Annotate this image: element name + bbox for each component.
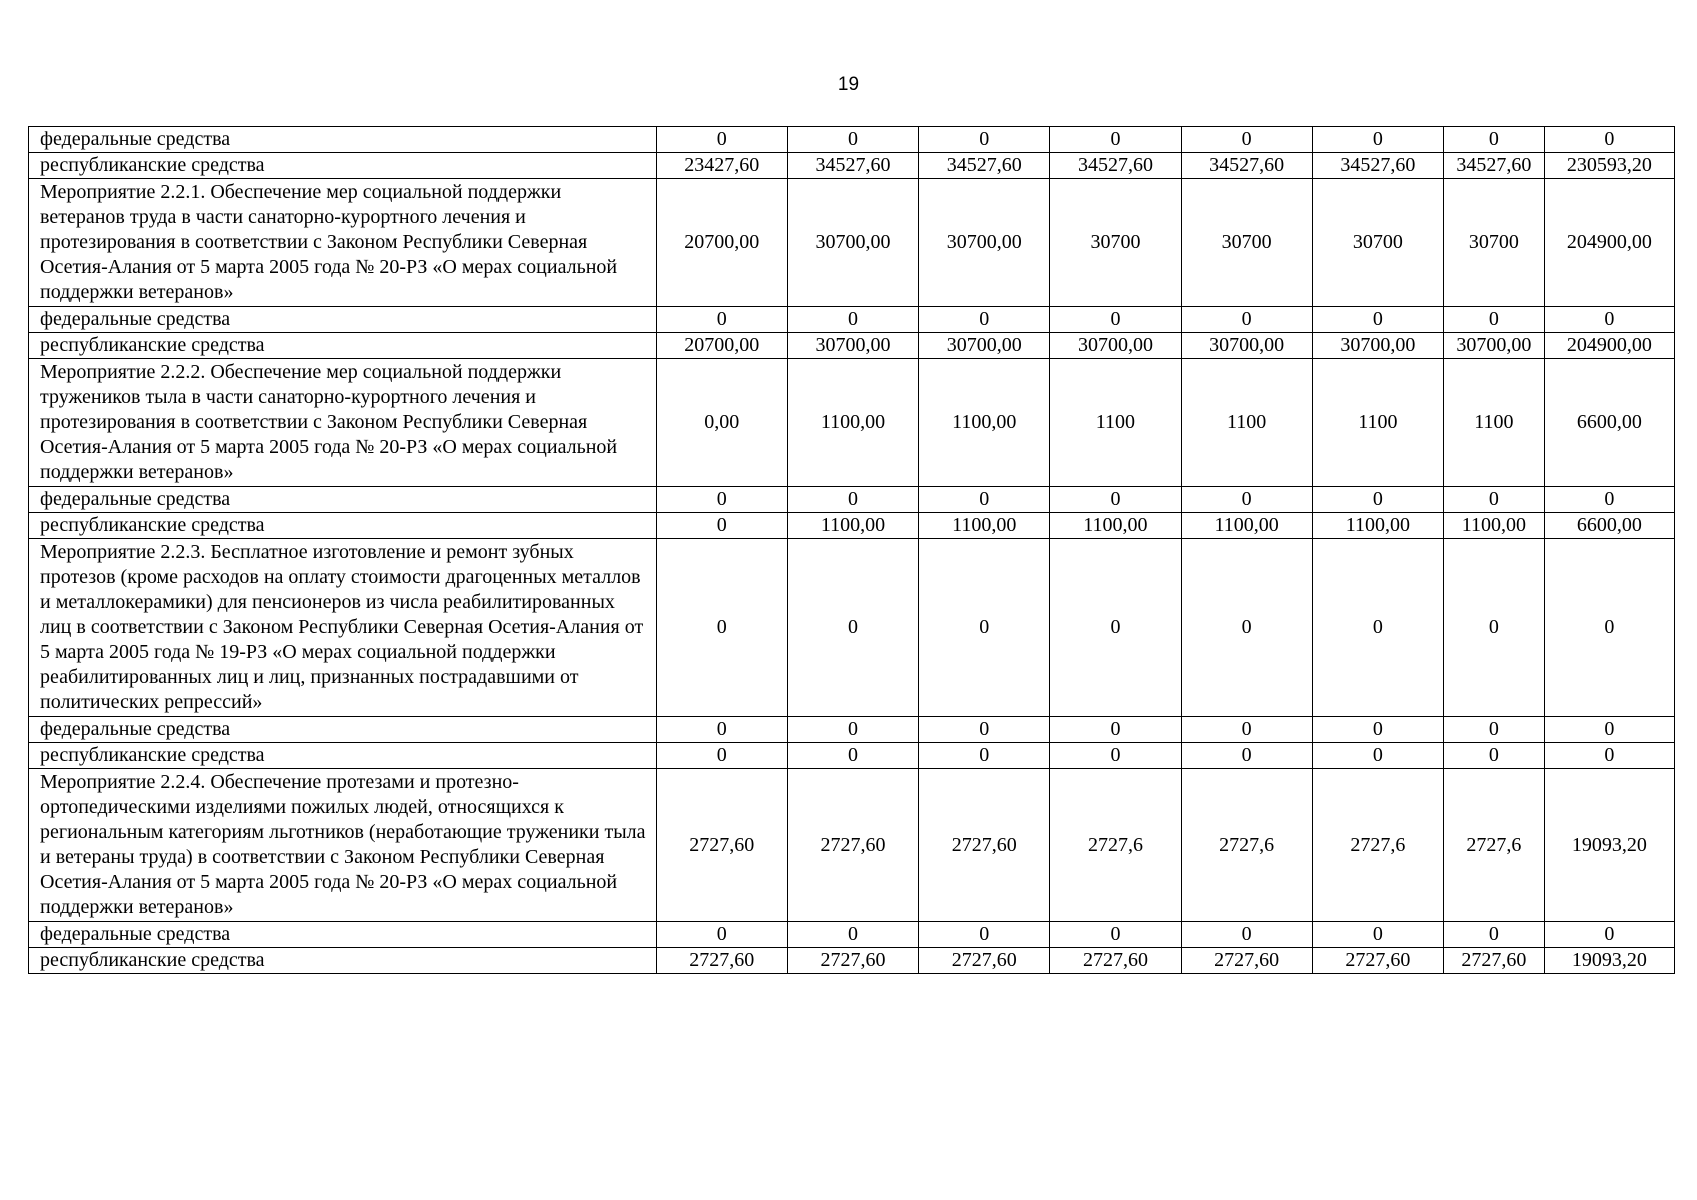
year-value-cell: 0	[1050, 743, 1181, 769]
year-value-cell: 0	[1181, 307, 1312, 333]
year-value-cell: 0	[1181, 539, 1312, 717]
year-value-cell: 2727,60	[1443, 948, 1544, 974]
total-cell: 0	[1544, 539, 1674, 717]
total-cell: 230593,20	[1544, 153, 1674, 179]
total-cell: 0	[1544, 717, 1674, 743]
funding-source-label: федеральные средства	[29, 922, 657, 948]
year-value-cell: 1100,00	[919, 513, 1050, 539]
funding-source-label: республиканские средства	[29, 333, 657, 359]
year-value-cell: 2727,60	[1312, 948, 1443, 974]
year-value-cell: 0	[787, 922, 918, 948]
year-value-cell: 34527,60	[787, 153, 918, 179]
year-value-cell: 0	[1312, 307, 1443, 333]
year-value-cell: 2727,6	[1443, 769, 1544, 922]
year-value-cell: 30700	[1312, 179, 1443, 307]
year-value-cell: 34527,60	[1443, 153, 1544, 179]
total-cell: 0	[1544, 922, 1674, 948]
year-value-cell: 0	[1312, 487, 1443, 513]
year-value-cell: 1100,00	[1312, 513, 1443, 539]
year-value-cell: 0	[1181, 717, 1312, 743]
year-value-cell: 2727,6	[1312, 769, 1443, 922]
funding-source-label: республиканские средства	[29, 948, 657, 974]
year-value-cell: 0	[919, 922, 1050, 948]
total-cell: 0	[1544, 743, 1674, 769]
total-cell: 19093,20	[1544, 769, 1674, 922]
year-value-cell: 30700	[1443, 179, 1544, 307]
year-value-cell: 0	[1443, 743, 1544, 769]
year-value-cell: 1100,00	[787, 513, 918, 539]
year-value-cell: 1100,00	[1050, 513, 1181, 539]
total-cell: 0	[1544, 487, 1674, 513]
funding-row	[29, 127, 1675, 153]
year-value-cell: 34527,60	[1312, 153, 1443, 179]
year-value-cell: 30700	[1181, 179, 1312, 307]
year-value-cell: 0	[1050, 717, 1181, 743]
funding-source-label: федеральные средства	[29, 127, 657, 153]
year-value-cell: 0	[919, 743, 1050, 769]
year-value-cell: 0	[1050, 487, 1181, 513]
year-value-cell: 2727,60	[656, 769, 787, 922]
total-cell: 0	[1544, 307, 1674, 333]
funding-row	[29, 717, 1675, 743]
year-value-cell: 0	[656, 743, 787, 769]
year-value-cell: 2727,60	[919, 769, 1050, 922]
year-value-cell: 0	[787, 743, 918, 769]
year-value-cell: 0	[656, 127, 787, 153]
year-value-cell: 1100	[1050, 359, 1181, 487]
funding-row	[29, 153, 1675, 179]
funding-source-label: федеральные средства	[29, 717, 657, 743]
year-value-cell: 34527,60	[1181, 153, 1312, 179]
year-value-cell: 2727,60	[787, 769, 918, 922]
year-value-cell: 0	[1050, 922, 1181, 948]
year-value-cell: 1100	[1181, 359, 1312, 487]
year-value-cell: 2727,60	[1181, 948, 1312, 974]
year-value-cell: 0	[1181, 127, 1312, 153]
activity-description: Мероприятие 2.2.1. Обеспечение мер социальной поддержки ветеранов труда в части санаторно-курортного лечения и протезирования в соответствии с Законом Республики Северная Осетия-Алания от 5 марта 2005 года № 20-РЗ «О мерах социальной поддержки ветеранов»	[29, 179, 657, 307]
year-value-cell: 0	[1181, 743, 1312, 769]
year-value-cell: 0	[1312, 743, 1443, 769]
year-value-cell: 0	[1312, 922, 1443, 948]
year-value-cell: 0	[656, 539, 787, 717]
year-value-cell: 0	[787, 487, 918, 513]
year-value-cell: 0	[656, 717, 787, 743]
year-value-cell: 30700,00	[919, 179, 1050, 307]
year-value-cell: 0	[1443, 127, 1544, 153]
year-value-cell: 30700,00	[787, 179, 918, 307]
total-cell: 0	[1544, 127, 1674, 153]
year-value-cell: 30700,00	[1181, 333, 1312, 359]
year-value-cell: 0	[656, 513, 787, 539]
year-value-cell: 30700,00	[1443, 333, 1544, 359]
page-number: 19	[837, 74, 860, 95]
year-value-cell: 0	[787, 127, 918, 153]
budget-table	[28, 126, 1675, 974]
year-value-cell: 0	[787, 307, 918, 333]
year-value-cell: 20700,00	[656, 333, 787, 359]
funding-row	[29, 487, 1675, 513]
year-value-cell: 0	[919, 717, 1050, 743]
year-value-cell: 0	[1312, 717, 1443, 743]
total-cell: 6600,00	[1544, 359, 1674, 487]
year-value-cell: 0,00	[656, 359, 787, 487]
funding-row	[29, 513, 1675, 539]
year-value-cell: 0	[1443, 307, 1544, 333]
year-value-cell: 30700,00	[787, 333, 918, 359]
activity-row	[29, 359, 1675, 487]
year-value-cell: 0	[656, 922, 787, 948]
year-value-cell: 34527,60	[1050, 153, 1181, 179]
year-value-cell: 2727,60	[787, 948, 918, 974]
activity-row	[29, 769, 1675, 922]
year-value-cell: 0	[1050, 307, 1181, 333]
year-value-cell: 2727,60	[1050, 948, 1181, 974]
activity-description: Мероприятие 2.2.2. Обеспечение мер социальной поддержки тружеников тыла в части санаторно-курортного лечения и протезирования в соответствии с Законом Республики Северная Осетия-Алания от 5 марта 2005 года № 20-РЗ «О мерах социальной поддержки ветеранов»	[29, 359, 657, 487]
year-value-cell: 1100,00	[787, 359, 918, 487]
funding-row	[29, 922, 1675, 948]
total-cell: 6600,00	[1544, 513, 1674, 539]
year-value-cell: 0	[1312, 127, 1443, 153]
year-value-cell: 0	[1443, 487, 1544, 513]
year-value-cell: 0	[787, 717, 918, 743]
total-cell: 204900,00	[1544, 333, 1674, 359]
year-value-cell: 1100,00	[1181, 513, 1312, 539]
activity-row	[29, 179, 1675, 307]
activity-description: Мероприятие 2.2.4. Обеспечение протезами и протезно-ортопедическими изделиями пожилых людей, относящихся к региональным категориям льготников (неработающие труженики тыла и ветераны труда) в соответствии с Законом Республики Северная Осетия-Алания от 5 марта 2005 года № 20-РЗ «О мерах социальной поддержки ветеранов»	[29, 769, 657, 922]
year-value-cell: 0	[1443, 539, 1544, 717]
funding-source-label: республиканские средства	[29, 743, 657, 769]
year-value-cell: 0	[656, 487, 787, 513]
year-value-cell: 1100	[1443, 359, 1544, 487]
year-value-cell: 0	[919, 307, 1050, 333]
year-value-cell: 0	[656, 307, 787, 333]
year-value-cell: 1100	[1312, 359, 1443, 487]
year-value-cell: 0	[1443, 717, 1544, 743]
year-value-cell: 2727,6	[1181, 769, 1312, 922]
funding-source-label: федеральные средства	[29, 307, 657, 333]
year-value-cell: 0	[919, 539, 1050, 717]
total-cell: 204900,00	[1544, 179, 1674, 307]
year-value-cell: 30700	[1050, 179, 1181, 307]
activity-row	[29, 539, 1675, 717]
year-value-cell: 1100,00	[1443, 513, 1544, 539]
funding-row	[29, 948, 1675, 974]
funding-row	[29, 307, 1675, 333]
activity-description: Мероприятие 2.2.3. Бесплатное изготовление и ремонт зубных протезов (кроме расходов на оплату стоимости драгоценных металлов и металлокерамики) для пенсионеров из числа реабилитированных лиц в соответствии с Законом Республики Северная Осетия-Алания от 5 марта 2005 года № 19-РЗ «О мерах социальной поддержки реабилитированных лиц и лиц, признанных пострадавшими от политических репрессий»	[29, 539, 657, 717]
budget-table-body	[29, 127, 1675, 974]
year-value-cell: 34527,60	[919, 153, 1050, 179]
year-value-cell: 1100,00	[919, 359, 1050, 487]
year-value-cell: 2727,60	[919, 948, 1050, 974]
year-value-cell: 23427,60	[656, 153, 787, 179]
year-value-cell: 2727,60	[656, 948, 787, 974]
funding-source-label: федеральные средства	[29, 487, 657, 513]
year-value-cell: 0	[1312, 539, 1443, 717]
year-value-cell: 0	[1050, 127, 1181, 153]
year-value-cell: 0	[1050, 539, 1181, 717]
funding-source-label: республиканские средства	[29, 153, 657, 179]
year-value-cell: 0	[1181, 487, 1312, 513]
funding-row	[29, 743, 1675, 769]
funding-source-label: республиканские средства	[29, 513, 657, 539]
year-value-cell: 2727,6	[1050, 769, 1181, 922]
year-value-cell: 0	[1181, 922, 1312, 948]
year-value-cell: 30700,00	[1050, 333, 1181, 359]
year-value-cell: 0	[919, 487, 1050, 513]
year-value-cell: 30700,00	[1312, 333, 1443, 359]
total-cell: 19093,20	[1544, 948, 1674, 974]
year-value-cell: 20700,00	[656, 179, 787, 307]
year-value-cell: 0	[787, 539, 918, 717]
year-value-cell: 0	[919, 127, 1050, 153]
funding-row	[29, 333, 1675, 359]
year-value-cell: 0	[1443, 922, 1544, 948]
year-value-cell: 30700,00	[919, 333, 1050, 359]
